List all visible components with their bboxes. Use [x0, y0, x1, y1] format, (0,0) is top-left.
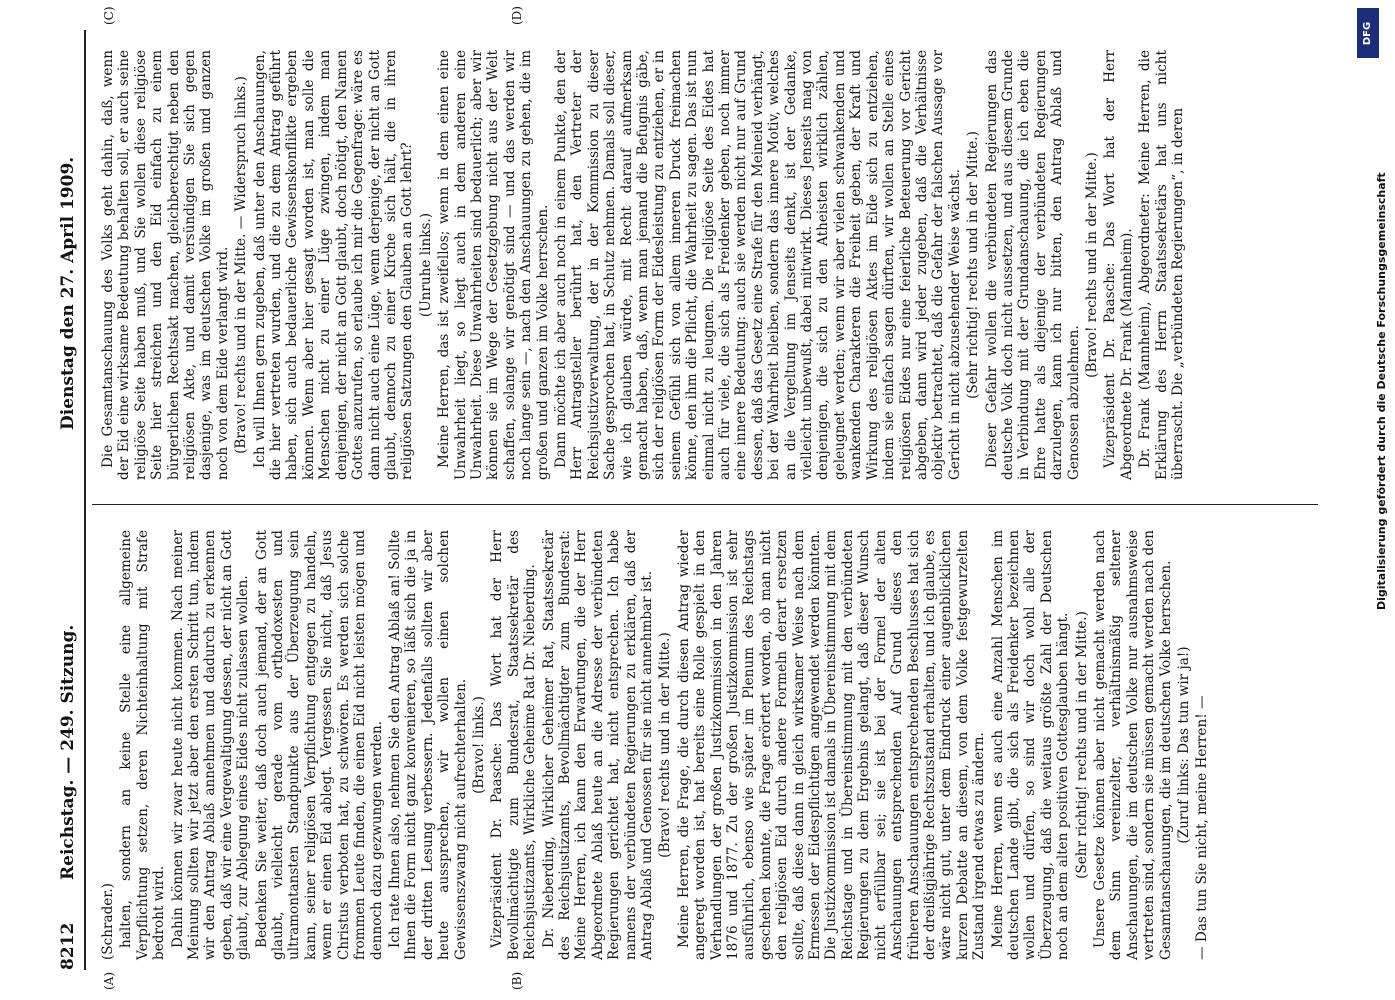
margin-label-c: (C)	[102, 6, 116, 25]
paragraph: Die Gesamtanschauung des Volks geht dahin, daß, wenn der Eid eine wirksame Bedeutung behalten soll, er auch seine religiöse Seite haben muß, und Sie wollen diese religiöse Seite hier streichen und den Eid einfach zu einem bürgerlichen Rechtsakt machen, gleichberechtigt neben den religiösen Akte, und damit versündigen Sie sich gegen dasjenige, was im deutschen Volke im großen und ganzen noch von dem Eide verlangt wird.	[100, 50, 231, 480]
interjection: (Sehr richtig! rechts und in der Mitte.)	[965, 131, 982, 399]
paragraph: Dann möchte ich aber auch noch in einem Punkte, den der Herr Antragsteller berührt hat, den Vertreter der Reichsjustizverwaltung, der in der Kommission zu dieser Sache gesprochen hat, in Schutz nehmen. Damals soll dieser, wie ich glauben würde, mit Recht darauf aufmerksam gemacht haben, daß, wenn man jemand die Befugnis gäbe, sich der religiösen Form der Eidesleistung zu entziehen, er in seinem Gefühl sich von allem inneren Druck freimachen könne, den ihm die Pflicht, die Wahrheit zu sagen. Das ist nun einmal nicht zu leugnen. Die religiöse Seite des Eides hat auch für viele, die sich als Freidenker geben, noch immer eine innere Bedeutung: auch sie werden nicht nur auf Grund dessen, daß das Gesetz eine Strafe für den Meineid verhängt, bei der Wahrheit bleiben, sondern das innere Motiv, welches an die Vergeltung im Jenseits denkt, ist der Gedanke, vielleicht unbewußt, dabei mitwirkt. Dieses Jenseits mag von denjenigen, die sich zu den Atheisten wirklich zählen, geleugnet werden; wenn wir aber vielen schwankenden und wankenden Charakteren die Freiheit geben, der Kraft und Wirkung des religiösen Aktes im Eide sich zu entziehen, indem sie einfach sagen dürften, wir wollen an Stelle eines religiösen Eides nur eine feierliche Beteuerung vor Gericht abgeben, dann wird jeder zugeben, daß die Verhältnisse objektiv betrachtet, daß die Gefahr der falschen Aussage vor Gericht in nicht abzusehender Weise wächst.	[552, 50, 963, 480]
page-header	[54, 30, 86, 970]
paragraph: Unsere Gesetze können aber nicht gemacht werden nach dem Sinn vereinzelter, verhältnismäßig seltener Anschauungen, die im deutschen Volke nur ausnahmsweise vertreten sind, sondern sie müssen gemacht werden nach den Gesamtanschauungen, die im deutschen Volke herrschen.	[1091, 530, 1174, 960]
page-number: 8212	[58, 922, 78, 970]
credit-text: Digitalisierung gefördert durch die Deutsche Forschungsgemeinschaft	[1375, 172, 1388, 610]
digitization-credit	[1355, 0, 1388, 1000]
margin-label-d: (D)	[510, 6, 524, 25]
paragraph: Bedenken Sie weiter, daß doch auch jemand, der an Gott glaubt, vielleicht gerade vom orthodoxesten und ultramontansten Standpunkte aus der Überzeugung sein kann, seiner religiösen Verpflichtung entgegen zu handeln, wenn er einen Eid ablegt. Vergessen Sie nicht, daß Jesus Christus verboten hat, zu schwören. Es werden sich solche frommen Leute finden, die einen Eid nicht leisten mögen und dennoch dazu gezwungen werden.	[253, 530, 385, 960]
interjection: (Unruhe links.)	[417, 212, 434, 318]
column-divider	[92, 504, 1318, 505]
paragraph: Ich rate Ihnen also, nehmen Sie den Antrag Ablaß an! Sollte Ihnen die Form nicht ganz konvenieren, so läßt sich die ja in der dritten Lesung verbessern. Jedenfalls sollten wir aber heute aussprechen, wir wollen einen solchen Gewissenszwang nicht aufrechterhalten.	[386, 530, 469, 960]
interjection: (Bravo! links.)	[470, 696, 487, 794]
text-column-left	[100, 530, 1318, 960]
interjection: (Sehr richtig! rechts und in der Mitte.)	[1073, 611, 1090, 879]
interjection: (Bravo! rechts und in der Mitte.)	[657, 632, 674, 858]
paragraph: halten, sondern an keine Stelle eine allgemeine Verpflichtung setzen, deren Nichteinhaltung mit Strafe bedroht wird.	[118, 530, 168, 960]
paragraph: Dieser Gefahr wollen die verbündeten Regierungen das deutsche Volk doch nicht aussetzen, und aus diesem Grunde in Verbindung mit der Grundanschauung, die ich eben die Ehre hatte als diejenige der verbündeten Regierungen darzulegen, kann ich nur bitten, den Antrag Ablaß und Genossen abzulehnen.	[983, 50, 1082, 480]
interjection: (Bravo! rechts und in der Mitte.)	[1083, 152, 1100, 378]
paragraph: Ich will Ihnen gern zugeben, daß unter den Anschauungen, die hier vertreten wurden, und die zu dem Antrag geführt haben, sich auch bedauerliche Gewissenskonflikte ergeben können. Wenn aber hier gesagt worden ist, man solle die Menschen nicht zu einer Lüge zwingen, indem man denjenigen, der nicht an Gott glaubt, doch nötigt, den Namen Gottes anzurufen, so erlaube ich mir die Gegenfrage: wäre es dann nicht auch eine Lüge, wenn derjenige, der nicht an Gott glaubt, dennoch zu einer Kirche sich hält, die in ihren religiösen Satzungen den Glauben an Gott lehrt?	[251, 50, 416, 480]
paragraph: Meine Herren, wenn es auch eine Anzahl Menschen im deutschen Lande gibt, die sich als Freidenker bezeichnen wollen und dürfen, so sind wir doch wohl alle der Überzeugung, daß die weitaus größte Zahl der Deutschen noch an dem alten positiven Gottesglauben hängt.	[989, 530, 1072, 960]
text-column-right	[100, 50, 1318, 480]
header-left-title: Reichstag. — 249. Sitzung.	[58, 624, 78, 880]
interjection: (Zuruf links: Das tun wir ja!)	[1176, 646, 1192, 844]
header-right-title: Dienstag den 27. April 1909.	[58, 156, 78, 430]
margin-label-a: (A)	[102, 971, 116, 990]
paragraph: — Das tun Sie nicht, meine Herren! —	[1194, 695, 1211, 960]
margin-label-b: (B)	[510, 971, 524, 990]
interjection: (Bravo! rechts und in der Mitte. — Widerspruch links.)	[233, 76, 250, 454]
paragraph: Dahin können wir zwar heute nicht kommen. Nach meiner Meinung sollten wir jetzt aber den ersten Schritt tun, indem wir den Antrag Ablaß annehmen und dadurch zu erkennen geben, daß wir eine Vergewaltigung dessen, der nicht an Gott glaubt, zur Ablegung eines Eides nicht zulassen wollen.	[169, 530, 252, 960]
paragraph: Dr. Frank (Mannheim), Abgeordneter: Meine Herren, die Erklärung des Herrn Staatssekretärs hat uns nicht überrascht. Die „verbündeten Regierungen“, in deren	[1137, 50, 1186, 480]
rotated-page	[40, 0, 1330, 1000]
speaker-note: (Schrader.)	[100, 883, 116, 960]
dfg-logo: DFG	[1357, 8, 1379, 58]
paragraph: Vizepräsident Dr. Paasche: Das Wort hat der Herr Abgeordnete Dr. Frank (Mannheim).	[1102, 50, 1135, 480]
paragraph: Meine Herren, das ist zweifellos; wenn in dem einen eine Unwahrheit liegt, so liegt auch in dem anderen eine Unwahrheit. Diese Unwahrheiten sind bedauerlich; aber wir können sie im Wege der Gesetzgebung nicht aus der Welt schaffen, solange wir genötigt sind — und das werden wir noch lange sein —, nach den Anschauungen zu gehen, die im großen und ganzen im Volke herrschen.	[436, 50, 551, 480]
paragraph: Dr. Nieberding, Wirklicher Geheimer Rat, Staatssekretär des Reichsjustizamts, Bevollmächtigter zum Bundesrat: Meine Herren, ich kann den Erwartungen, die der Herr Abgeordnete Ablaß heute an die Adresse der verbündeten Regierungen gerichtet hat, nicht entsprechen. Ich habe namens der verbündeten Regierungen zu erklären, daß der Antrag Ablaß und Genossen für sie nicht annehmbar ist.	[540, 530, 655, 960]
paragraph: Meine Herren, die Frage, die durch diesen Antrag wieder angeregt worden ist, hat bereits eine Rolle gespielt in den Verhandlungen der großen Justizkommission in den Jahren 1876 und 1877. Zu der großen Justizkommission ist sehr ausführlich, ebenso wie später im Plenum des Reichstags geschehen konnte, die Frage erörtert worden, ob man nicht den religiösen Eid durch andere Formeln derart ersetzen sollte, daß diese dann in gleich wirksamer Weise nach dem Ermessen der Eidespflichtigen angewendet werden könnten. Die Justizkommission ist damals in Übereinstimmung mit dem Reichstage und in Übereinstimmung mit den verbündeten Regierungen zu dem Ergebnis gelangt, daß dieser Wunsch nicht erfüllbar sei; sie ist bei der Formel der alten Anschauungen entsprechenden Auf Grund dieses den früheren Anschauungen entsprechenden Beschlusses hat sich der dreißigjährige Rechtszustand erhalten, und ich glaube, es wäre nicht gut, unter dem Eindruck einer augenblicklichen kurzen Debatte an diesem, von dem Volke festgewurzelten Zustand irgend etwas zu ändern.	[675, 530, 988, 960]
paragraph: Vizepräsident Dr. Paasche: Das Wort hat der Herr Bevollmächtigte zum Bundesrat, Staatssekretär des Reichsjustizamts, Wirkliche Geheime Rat Dr. Nieberding.	[489, 530, 539, 960]
